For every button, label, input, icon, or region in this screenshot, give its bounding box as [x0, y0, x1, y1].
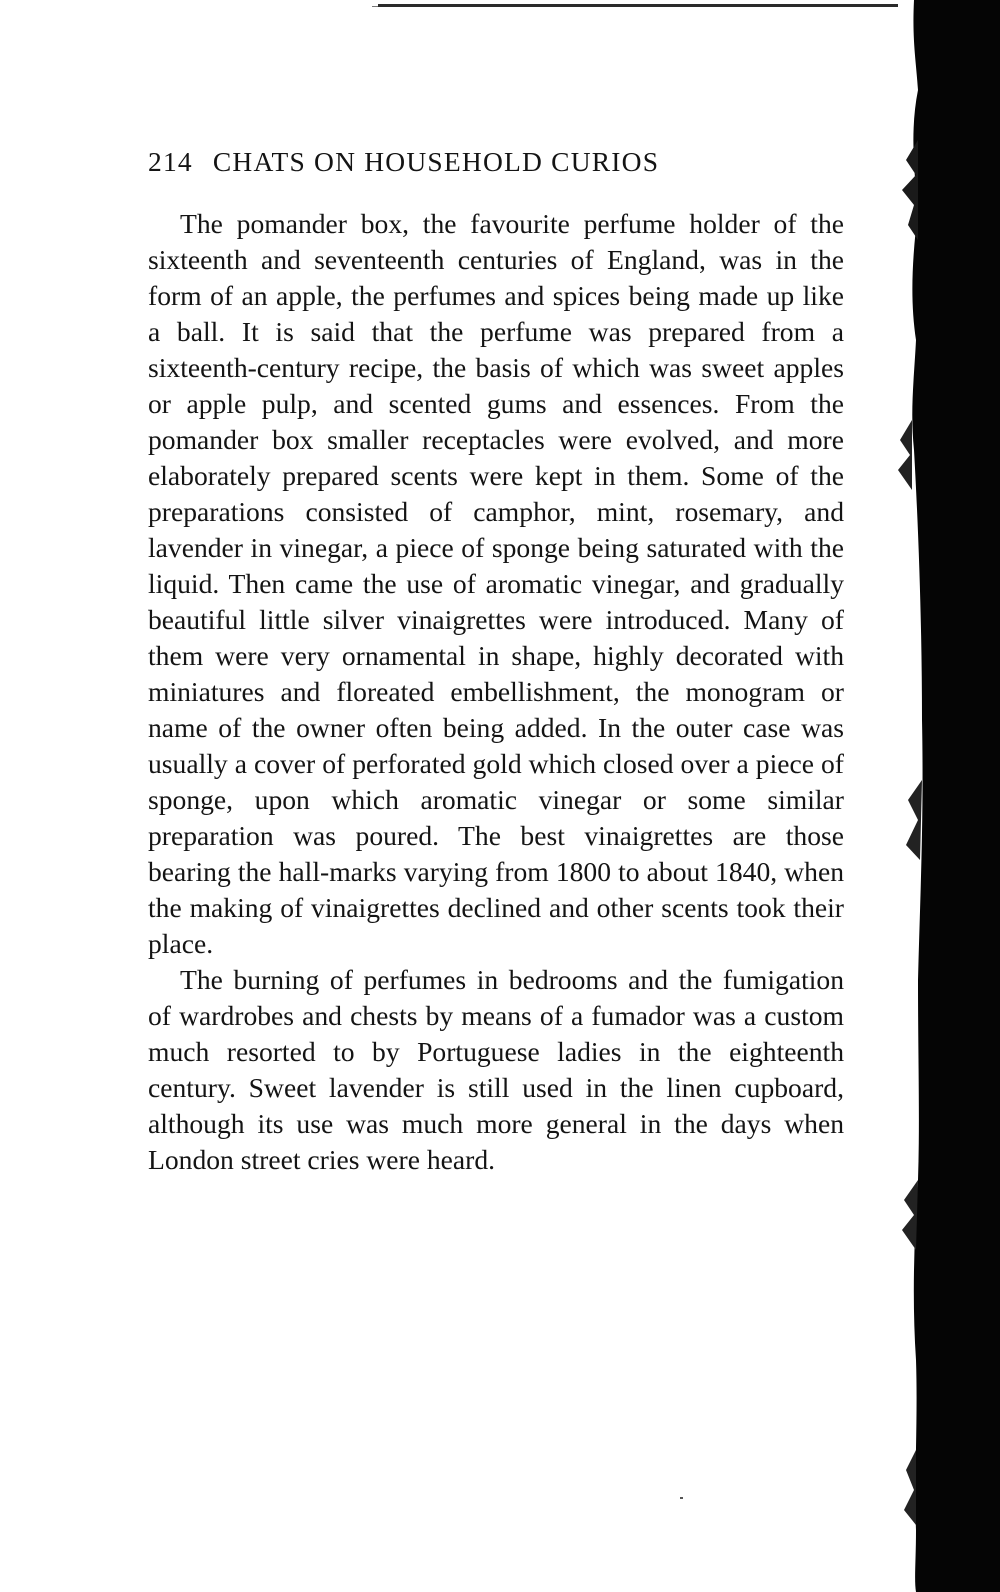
paragraph-burning-perfumes: The burning of perfumes in bedrooms and the fumigation of wardrobes and chests by means of a fumador was a custom much resorted to by Portuguese ladies in the eighteenth century. Sweet lavender is still used in the linen cupboard, although its use was much more general in the days when London street cries were heard.: [148, 964, 844, 1175]
scan-top-rule: [378, 4, 898, 7]
running-head: [148, 140, 844, 184]
paragraph-pomander-box: The pomander box, the favourite perfume holder of the sixteenth and seventeenth centuries of England, was in the form of an apple, the perfumes and spices being made up like a ball. It is said that the perfume was prepared from a sixteenth-century recipe, the basis of which was sweet apples or apple pulp, and scented gums and essences. From the pomander box smaller receptacles were evolved, and more elaborately prepared scents were kept in them. Some of the preparations consisted of camphor, mint, rosemary, and lavender in vinegar, a piece of sponge being saturated with the liquid. Then came the use of aromatic vinegar, and gradually beautiful little silver vinaigrettes were introduced. Many of them were very ornamental in shape, highly decorated with miniatures and floreated embellishment, the monogram or name of the owner often being added. In the outer case was usually a cover of perforated gold which closed over a piece of sponge, upon which aromatic vinegar or some similar preparation was poured. The best vinaigrettes are those bearing the hall-marks varying from 1800 to about 1840, when the making of vinaigrettes declined and other scents took their place.: [148, 208, 844, 959]
page-content: [148, 140, 844, 1178]
scanned-page-edge: [892, 0, 1000, 1592]
page-number: 214: [148, 146, 193, 177]
scan-speck: [680, 1497, 683, 1499]
running-title: CHATS ON HOUSEHOLD CURIOS: [212, 146, 660, 177]
